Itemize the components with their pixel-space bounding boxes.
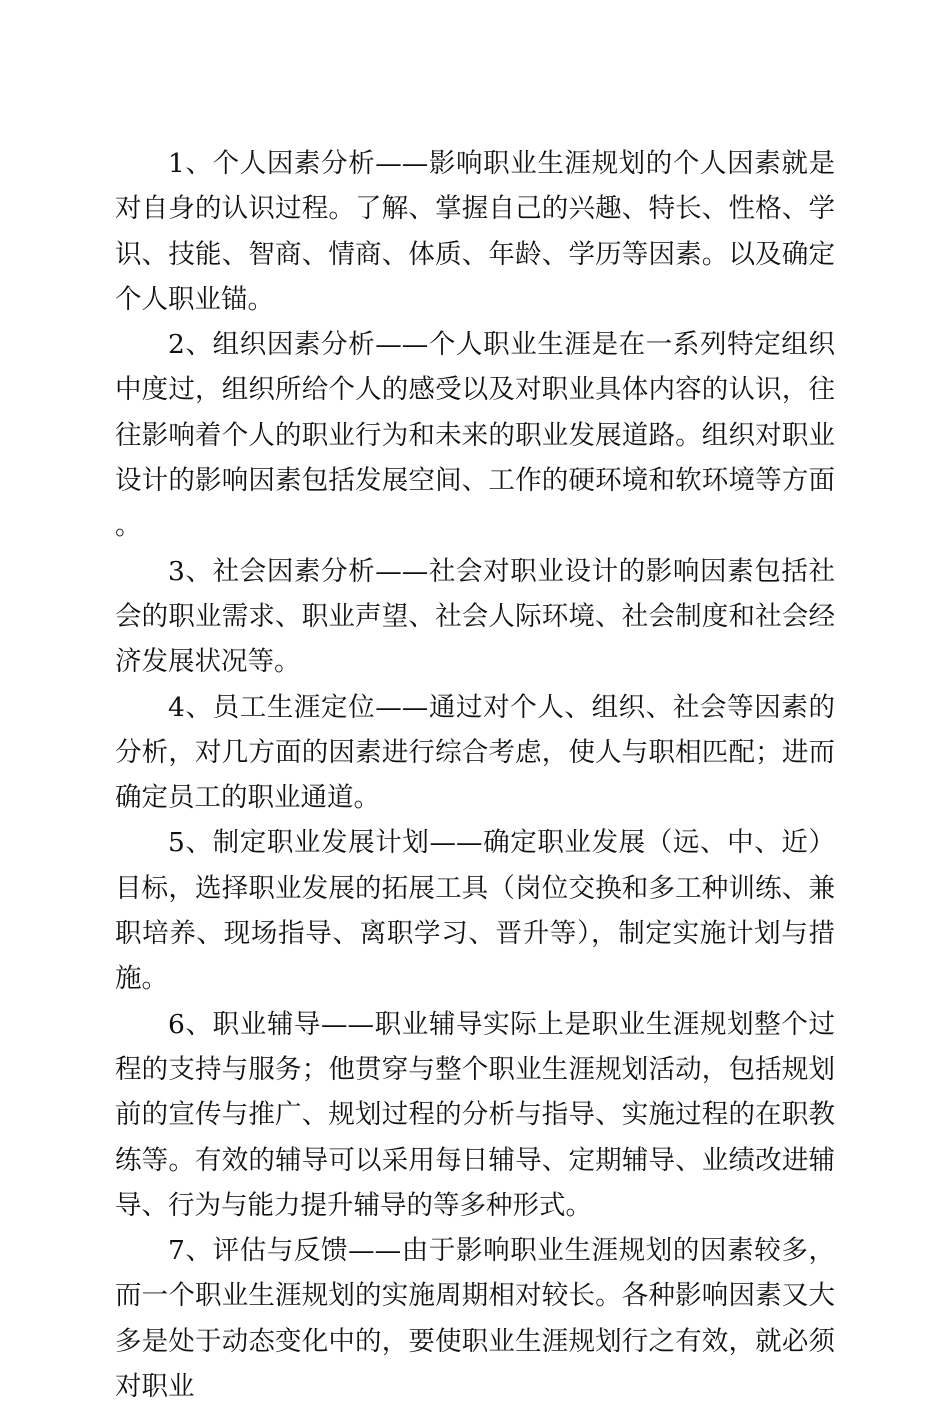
paragraph-career-counseling: 6、职业辅导——职业辅导实际上是职业生涯规划整个过程的支持与服务；他贯穿与整个职业生涯规划活动，包括规划前的宣传与推广、规划过程的分析与指导、实施过程的在职教练等。有效的辅导可以采用每日辅导、定期辅导、业绩改进辅导、行为与能力提升辅导的等多种形式。: [115, 1008, 835, 1221]
paragraph-organizational-factors: 2、组织因素分析——个人职业生涯是在一系列特定组织中度过，组织所给个人的感受以及对职业具体内容的认识，往往影响着个人的职业行为和未来的职业发展道路。组织对职业设计的影响因素包括发展空间、工作的硬环境和软环境等方面。: [115, 329, 835, 542]
paragraph-personal-factors: 1、个人因素分析——影响职业生涯规划的个人因素就是对自身的认识过程。了解、掌握自己的兴趣、特长、性格、学识、技能、智商、情商、体质、年龄、学历等因素。以及确定个人职业锚。: [115, 148, 835, 315]
document-body: [115, 141, 835, 1409]
paragraph-development-plan: 5、制定职业发展计划——确定职业发展（远、中、近）目标，选择职业发展的拓展工具（岗位交换和多工种训练、兼职培养、现场指导、离职学习、晋升等），制定实施计划与措施。: [115, 827, 835, 995]
paragraph-evaluation-feedback: 7、评估与反馈——由于影响职业生涯规划的因素较多，而一个职业生涯规划的实施周期相对较长。各种影响因素又大多是处于动态变化中的，要使职业生涯规划行之有效，就必须对职业: [115, 1235, 835, 1403]
paragraph-social-factors: 3、社会因素分析——社会对职业设计的影响因素包括社会的职业需求、职业声望、社会人际环境、社会制度和社会经济发展状况等。: [115, 555, 835, 678]
paragraph-career-positioning: 4、员工生涯定位——通过对个人、组织、社会等因素的分析，对几方面的因素进行综合考虑，使人与职相匹配；进而确定员工的职业通道。: [115, 691, 835, 814]
